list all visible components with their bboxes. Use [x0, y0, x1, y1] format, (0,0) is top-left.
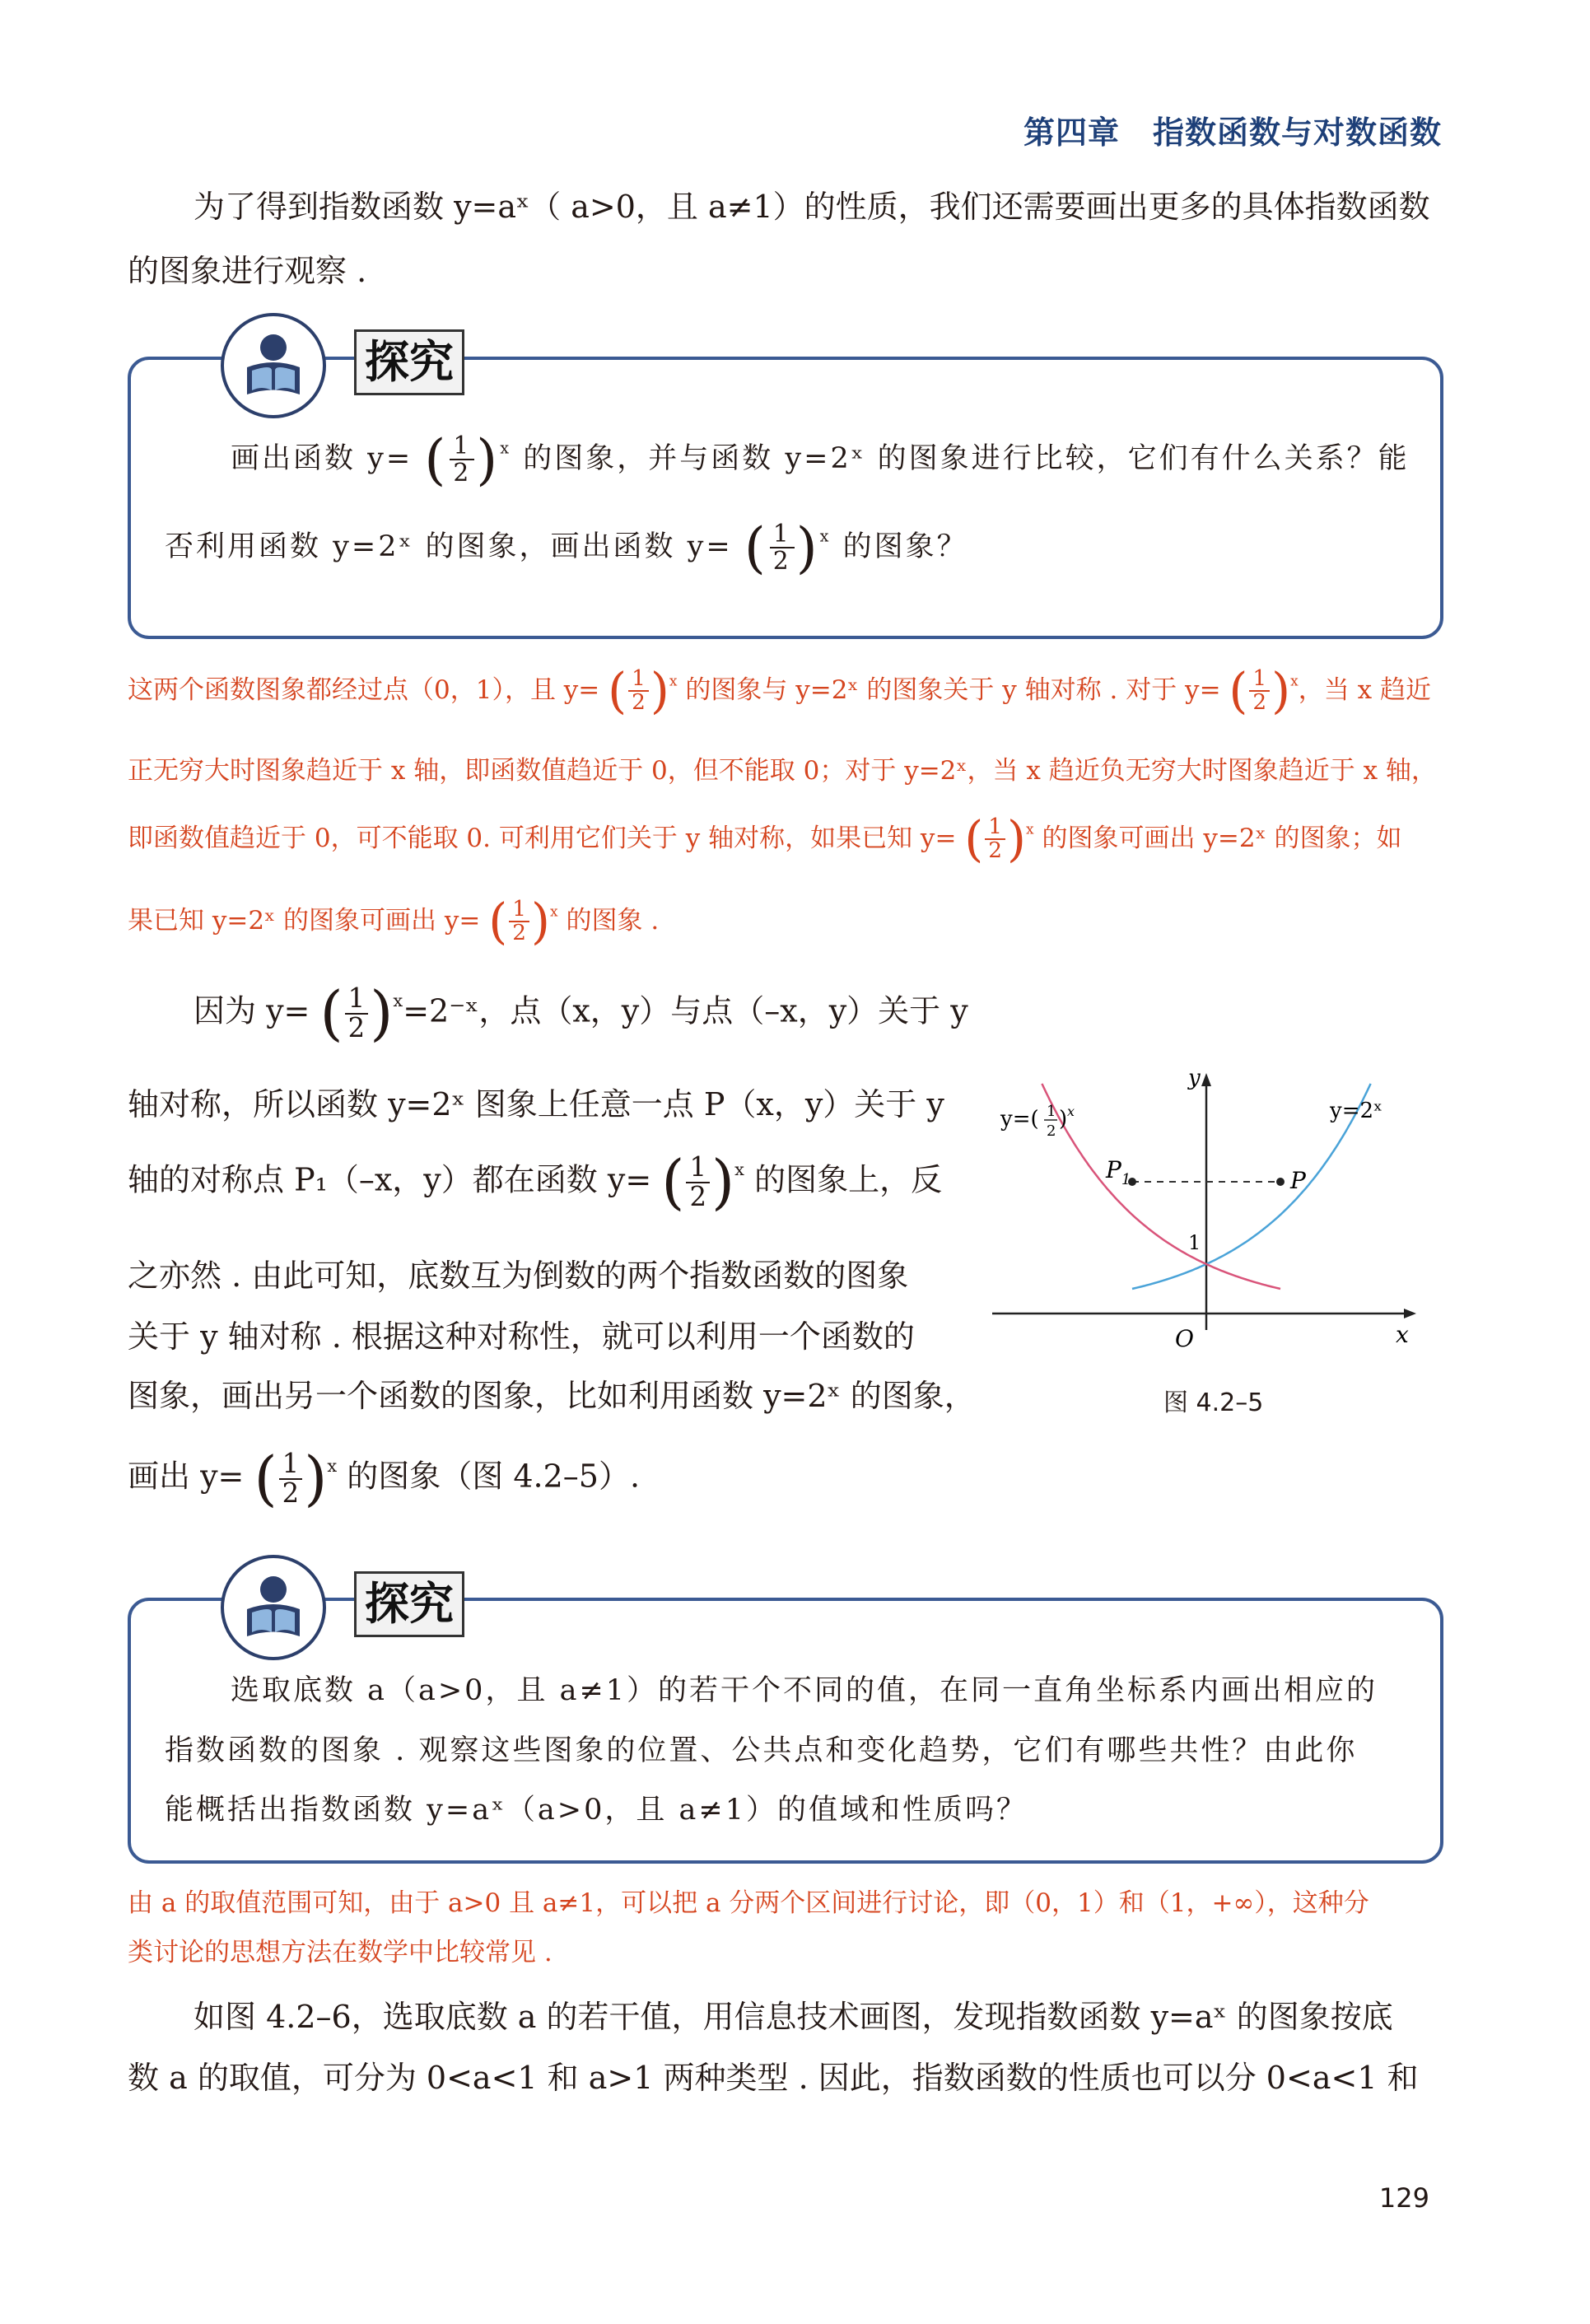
chapter-header	[1023, 107, 1442, 152]
label-p1: $P_1$	[1106, 1156, 1131, 1188]
fraction-exp: x	[669, 673, 678, 690]
intro-line-1: 为了得到指数函数 y=aˣ（ a>0，且 a≠1）的性质，我们还需要画出更多的具体指数函数	[194, 189, 1430, 225]
y-axis-arrow-icon	[1201, 1073, 1211, 1086]
para2-line-1: 因为 y= ( $\frac{1}{2}$ )$^x$=2⁻ˣ，点（x，y）与点（–x，y）关于 y	[194, 979, 968, 1048]
fraction-num: 1	[345, 985, 369, 1015]
fraction-den: 2	[772, 547, 791, 576]
note1-line-2: 正无穷大时图象趋近于 x 轴，即函数值趋近于 0，但不能取 0；对于 y=2ˣ，当 x 趋近负无穷大时图象趋近于 x 轴，	[128, 756, 1437, 786]
note1-line-1: 这两个函数图象都经过点（0，1），且 y= ( $\frac{1}{2}$ )$^x$ 的图象与 y=2ˣ 的图象关于 y 轴对称 . 对于 y= ( $\frac{1}{2}$ )$^x$，当 x 趋近	[128, 662, 1431, 719]
fraction-exp: x	[1026, 821, 1034, 838]
reader-icon	[224, 1558, 323, 1657]
label-left-a: y=(	[1000, 1107, 1039, 1132]
label-left-curve	[1000, 1103, 1075, 1140]
fraction-den: 2	[347, 1012, 366, 1044]
note1-l3-a: 即函数值趋近于 0，可不能取 0. 可利用它们关于 y 轴对称，如果已知 y=	[128, 823, 957, 853]
para3-line-2: 数 a 的取值，可分为 0<a<1 和 a>1 两种类型 . 因此，指数函数的性质也可以分 0<a<1 和	[128, 2060, 1419, 2096]
para2-line-2: 轴对称，所以函数 y=2ˣ 图象上任意一点 P（x，y）关于 y	[128, 1086, 944, 1122]
label-left-num: 1	[1047, 1103, 1056, 1120]
fraction-num: 1	[1249, 668, 1270, 693]
fraction-exp: x	[734, 1159, 744, 1179]
explore2-line-1: 选取底数 a（a>0，且 a≠1）的若干个不同的值，在同一直角坐标系内画出相应的	[231, 1674, 1378, 1707]
note1-line-3: 即函数值趋近于 0，可不能取 0. 可利用它们关于 y 轴对称，如果已知 y= ( $\frac{1}{2}$ )$^x$ 的图象可画出 y=2ˣ 的图象；如	[128, 810, 1402, 867]
explore1-line-2: 否利用函数 y=2ˣ 的图象，画出函数 y= ( $\frac{1}{2}$ )$^x$ 的图象？	[165, 516, 968, 580]
x-axis-arrow-icon	[1404, 1309, 1416, 1318]
intro-line-2: 的图象进行观察 .	[128, 253, 367, 289]
explore1-line-1: 画出函数 y= ( $\frac{1}{2}$ )$^x$ 的图象，并与函数 y=2ˣ 的图象进行比较，它们有什么关系？能	[231, 427, 1410, 492]
figure-caption: 图 4.2–5	[1163, 1388, 1264, 1417]
para2-line-7: 画出 y= ( $\frac{1}{2}$ )$^x$ 的图象（图 4.2–5）.	[128, 1444, 641, 1514]
fraction-den: 2	[1252, 690, 1267, 716]
reader-icon	[224, 316, 323, 415]
label-origin: O	[1175, 1325, 1194, 1352]
fraction-exp: x	[1290, 673, 1299, 690]
para2-l3-a: 轴的对称点 P₁（–x，y）都在函数 y=	[128, 1161, 652, 1198]
explore-label-2: 探究	[354, 1571, 464, 1637]
fraction-exp: x	[393, 990, 403, 1010]
fraction-exp: x	[550, 903, 558, 921]
fraction-num: 1	[628, 668, 649, 693]
note1-line-4: 果已知 y=2ˣ 的图象可画出 y= ( $\frac{1}{2}$ )$^x$ 的图象 .	[128, 893, 660, 950]
fraction-den: 2	[453, 459, 472, 488]
fraction-exp: x	[500, 438, 512, 458]
note1-l4-a: 果已知 y=2ˣ 的图象可画出 y=	[128, 905, 481, 936]
para2-line-4: 之亦然 . 由此可知，底数互为倒数的两个指数函数的图象	[128, 1258, 909, 1294]
note1-l4-b: 的图象 .	[566, 905, 660, 936]
label-p: P	[1290, 1167, 1306, 1194]
para2-l7-b: 的图象（图 4.2–5）.	[347, 1458, 641, 1495]
chapter-number: 第四章	[1023, 114, 1120, 151]
chapter-title: 指数函数与对数函数	[1152, 114, 1442, 151]
note1-l3-b: 的图象可画出 y=2ˣ 的图象；如	[1042, 823, 1402, 853]
explore1-line-1-b: 的图象，并与函数 y=2ˣ 的图象进行比较，它们有什么关系？能	[523, 441, 1410, 475]
para2-line-6: 图象，画出另一个函数的图象，比如利用函数 y=2ˣ 的图象，	[128, 1378, 976, 1414]
fraction-num: 1	[770, 521, 795, 548]
explore2-line-3: 能概括出指数函数 y=aˣ（a>0，且 a≠1）的值域和性质吗？	[165, 1794, 1028, 1827]
fraction-den: 2	[632, 690, 646, 716]
para2-line-3: 轴的对称点 P₁（–x，y）都在函数 y= ( $\frac{1}{2}$ )$^x$ 的图象上，反	[128, 1148, 943, 1217]
explore1-line-2-b: 的图象？	[842, 530, 968, 563]
para2-line-5: 关于 y 轴对称 . 根据这种对称性，就可以利用一个函数的	[128, 1318, 915, 1355]
explore1-line-1-a: 画出函数 y=	[231, 441, 413, 475]
reader-icon-badge-2	[221, 1555, 326, 1660]
note2-line-1: 由 a 的取值范围可知，由于 a>0 且 a≠1，可以把 a 分两个区间进行讨论，即（0，1）和（1，+∞），这种分	[128, 1888, 1369, 1918]
fraction-num: 1	[509, 898, 529, 923]
para3-line-1: 如图 4.2–6，选取底数 a 的若干值，用信息技术画图，发现指数函数 y=aˣ 的图象按底	[194, 1999, 1393, 2035]
para2-l1-b: =2⁻ˣ，点（x，y）与点（–x，y）关于 y	[403, 992, 968, 1029]
explore1-line-2-a: 否利用函数 y=2ˣ 的图象，画出函数 y=	[165, 530, 733, 563]
label-left-exp: x	[1067, 1104, 1075, 1119]
note1-l1-c: ，当 x 趋近	[1298, 674, 1431, 705]
reader-icon-badge-1	[221, 313, 326, 418]
para2-l7-a: 画出 y=	[128, 1458, 245, 1495]
label-left-b: )	[1059, 1107, 1068, 1132]
fraction-den: 2	[282, 1477, 300, 1510]
page-number: 129	[1378, 2182, 1429, 2214]
fraction-den: 2	[988, 838, 1003, 864]
note1-l1-a: 这两个函数图象都经过点（0，1），且 y=	[128, 674, 600, 705]
para2-l1-a: 因为 y=	[194, 992, 310, 1029]
explore-box-1	[128, 357, 1443, 639]
fraction-num: 1	[450, 433, 474, 460]
fraction-den: 2	[512, 921, 527, 946]
fraction-exp: x	[819, 526, 832, 546]
fraction-num: 1	[985, 816, 1005, 841]
label-left-den: 2	[1047, 1122, 1056, 1140]
fraction-num: 1	[686, 1154, 710, 1183]
fraction-den: 2	[689, 1181, 706, 1213]
curve-half-pow-x	[1042, 1084, 1280, 1289]
fraction-num: 1	[279, 1450, 303, 1480]
note1-l1-b: 的图象与 y=2ˣ 的图象关于 y 轴对称 . 对于 y=	[685, 674, 1221, 705]
para2-l3-b: 的图象上，反	[754, 1161, 943, 1198]
point-p	[1276, 1178, 1285, 1186]
label-right-curve: y=2ˣ	[1330, 1099, 1383, 1123]
label-one: 1	[1188, 1231, 1201, 1254]
note2-line-2: 类讨论的思想方法在数学中比较常见 .	[128, 1938, 553, 1967]
explore2-line-2: 指数函数的图象 . 观察这些图象的位置、公共点和变化趋势，它们有哪些共性？由此你	[165, 1734, 1358, 1767]
label-y: y	[1188, 1066, 1201, 1090]
label-x: x	[1396, 1321, 1409, 1348]
explore-label-1: 探究	[354, 329, 464, 395]
fraction-exp: x	[327, 1455, 338, 1476]
